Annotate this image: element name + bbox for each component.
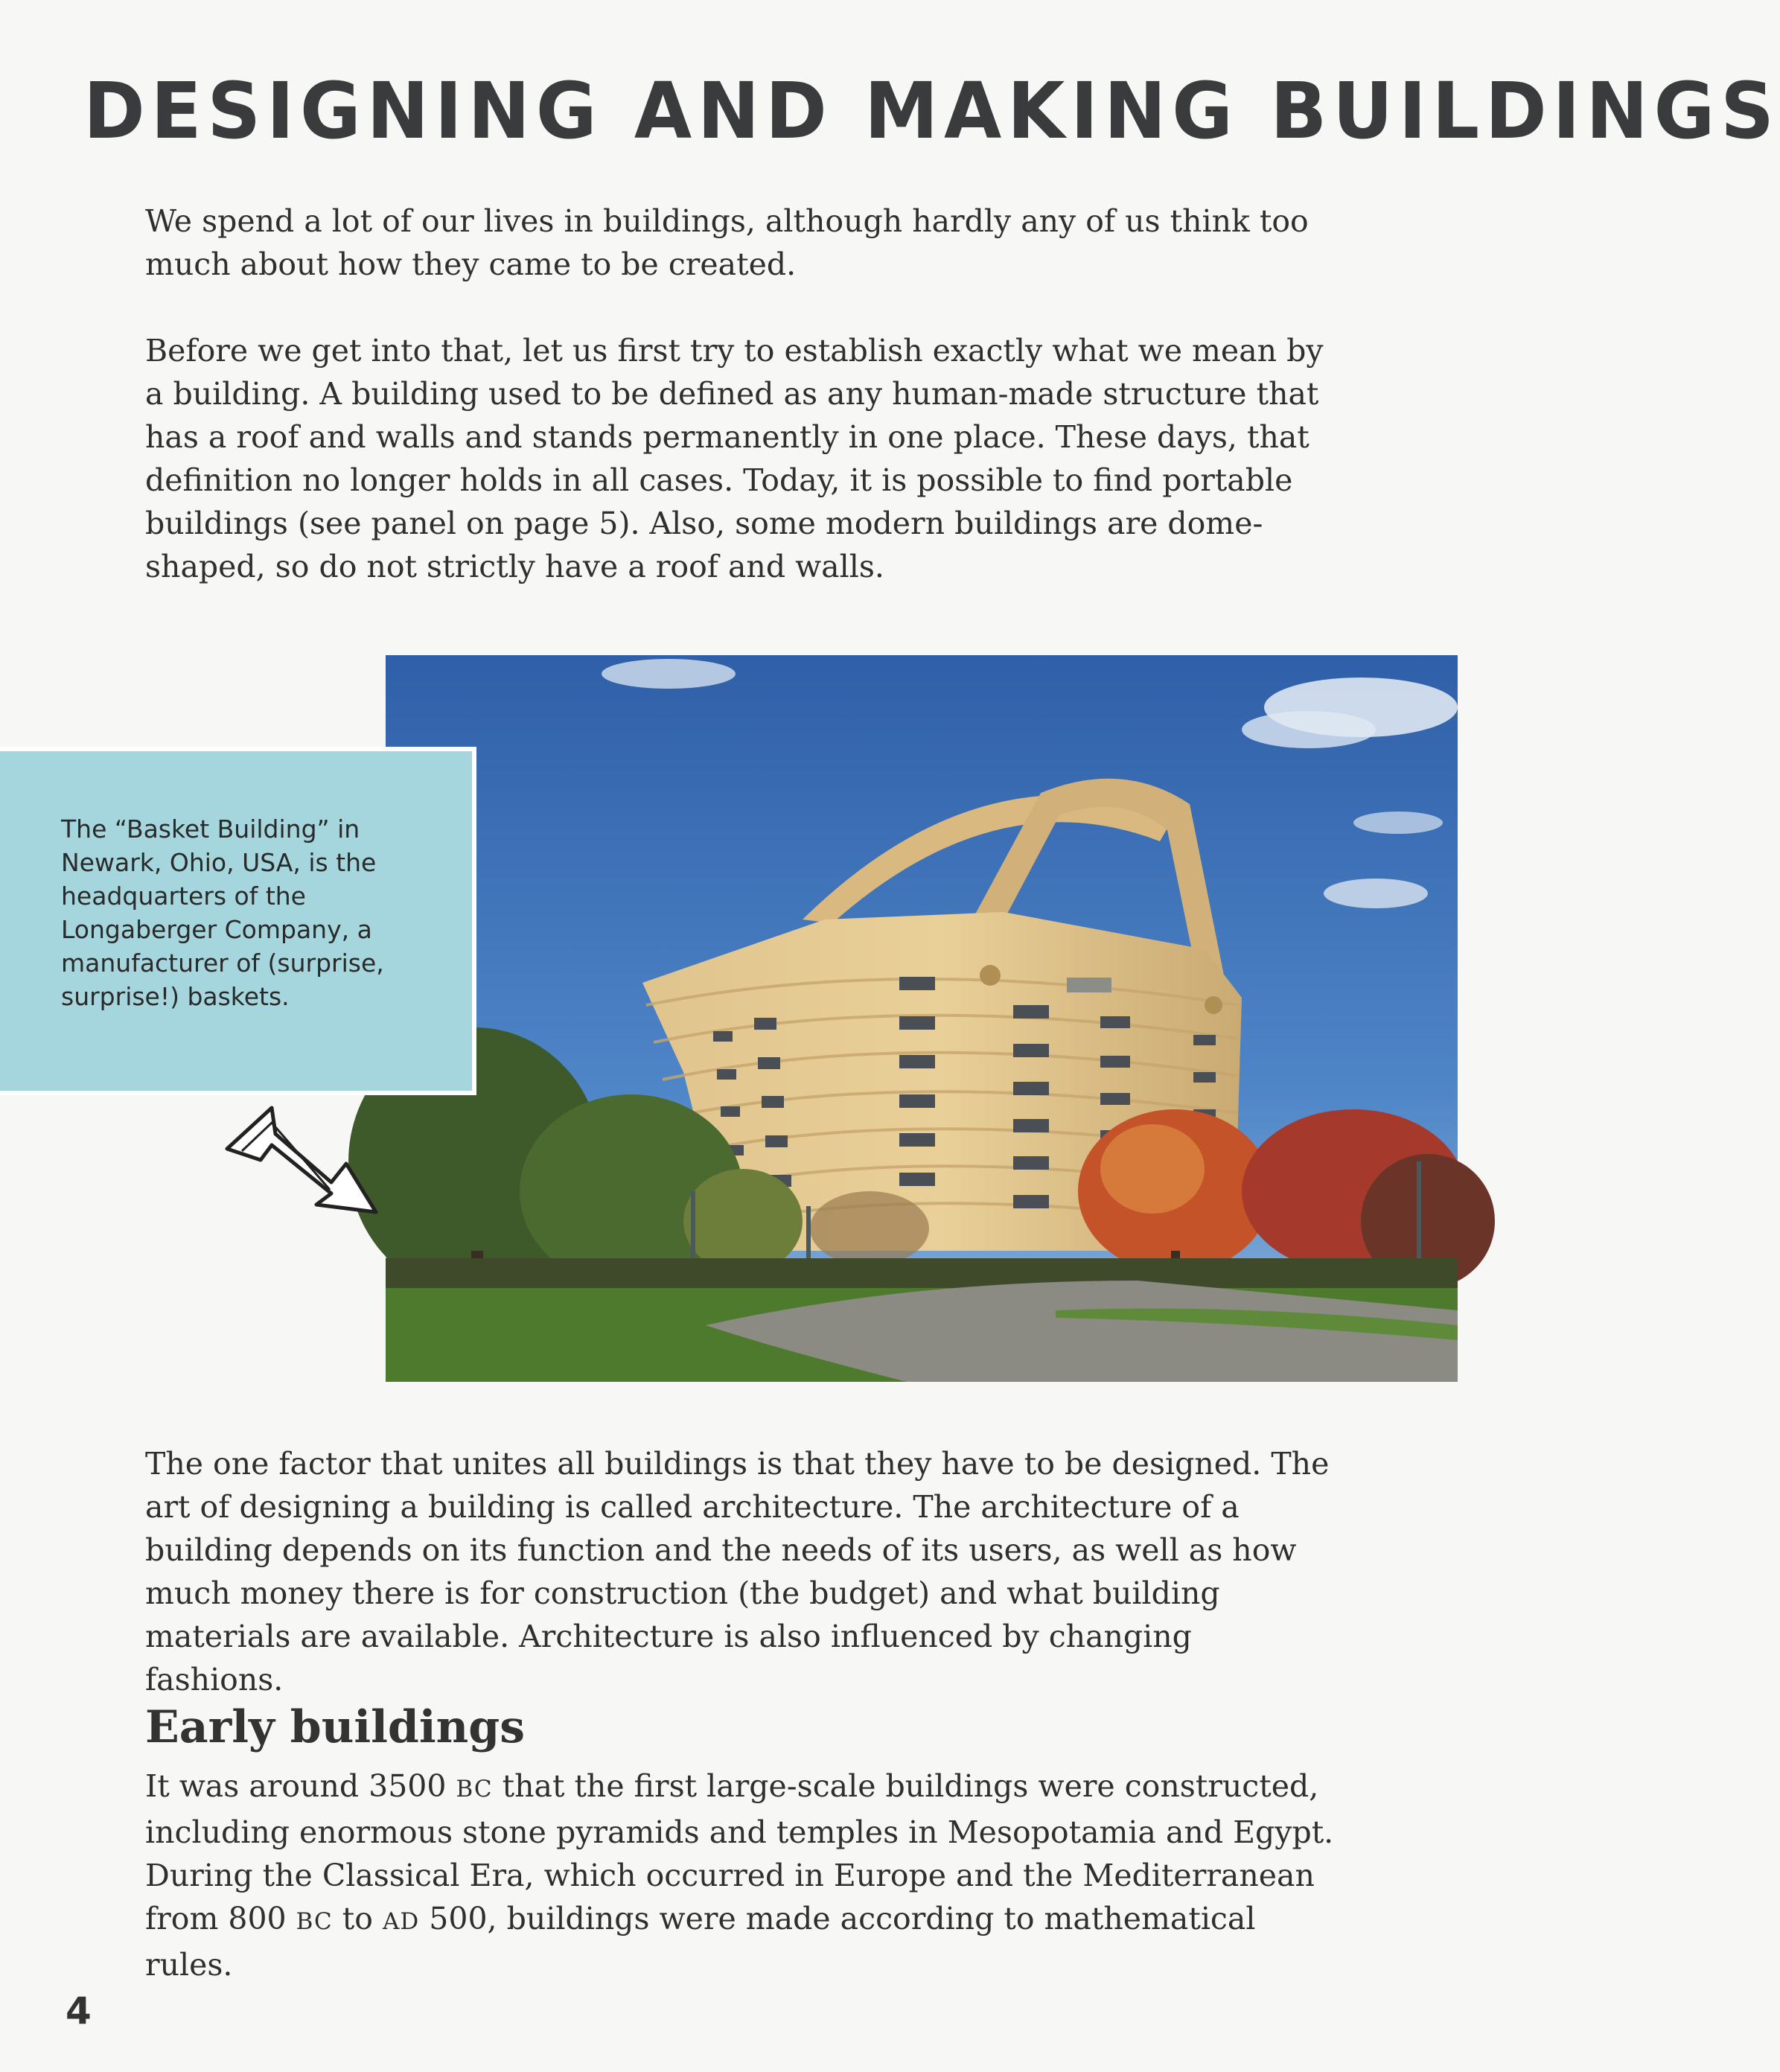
early-buildings-paragraph: It was around 3500 BC that the first large-scale buildings were constructed, including enormous stone pyramids and temples in Mesopotamia and Egypt. During the Classical Era, which occurred in Europe and the Mediterranean from 800 BC to AD 500, buildings were made according to mathematical rules. — [145, 1768, 1334, 1983]
architecture-paragraph: The one factor that unites all buildings is that they have to be designed. The art of designing a building is called architecture. The architecture of a building depends on its function and the needs of its users, as well as how much money there is for construction (the budget) and what building materials are available. Architecture is also influenced by changing fashions. — [145, 1446, 1330, 1698]
double-arrow-icon — [220, 1100, 391, 1220]
basket-building-photo — [386, 655, 1458, 1382]
caption-text: The “Basket Building” in Newark, Ohio, USA, is the headquarters of the Longaberger Company, a manufacturer of (surprise, surprise!) baskets. — [61, 815, 384, 1011]
page-number: 4 — [66, 1989, 92, 2033]
caption-box — [0, 747, 476, 1095]
intro-paragraph-2: Before we get into that, let us first try to establish exactly what we mean by a building. A building used to be defined as any human-made structure that has a roof and walls and stands permanently in one place. These days, that definition no longer holds in all cases. Today, it is possible to find portable buildings (see panel on page 5). Also, some modern buildings are dome-shaped, so do not strictly have a roof and walls. — [145, 333, 1324, 584]
intro-paragraph-1: We spend a lot of our lives in buildings, although hardly any of us think too much about how they came to be created. — [145, 203, 1309, 282]
page-title: DESIGNING AND MAKING BUILDINGS — [83, 66, 1780, 156]
early-buildings-heading: Early buildings — [145, 1701, 526, 1753]
